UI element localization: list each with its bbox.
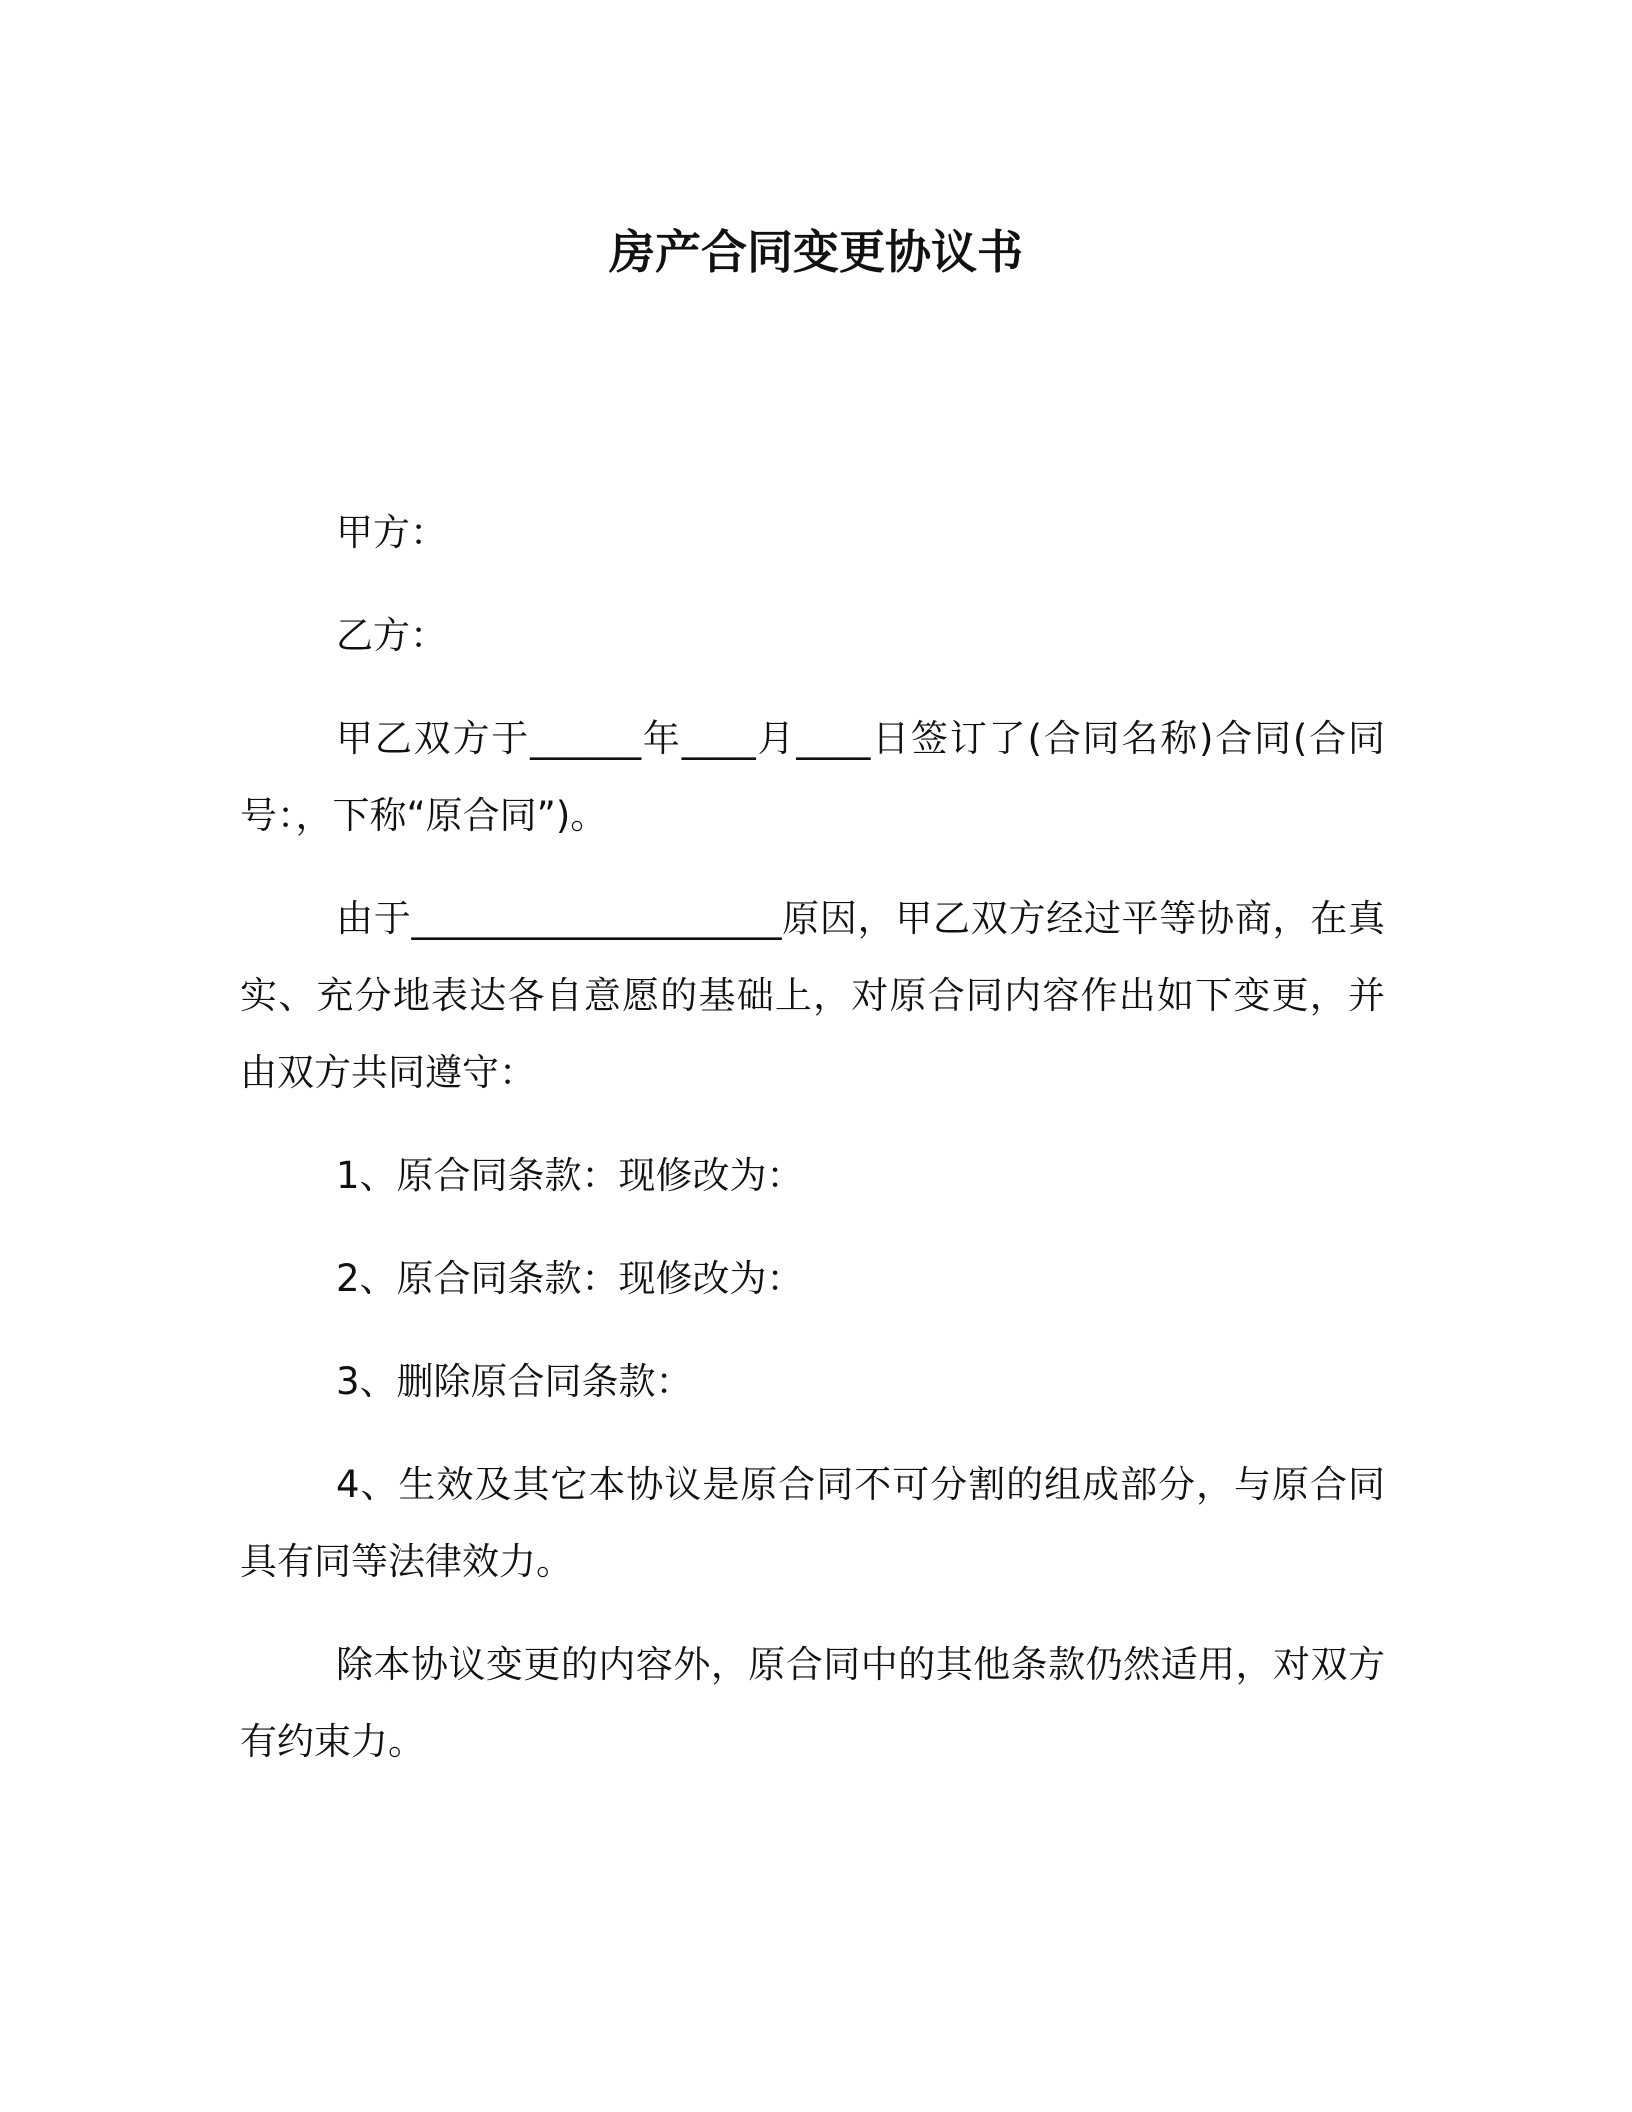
- clause-2: 2、原合同条款：现修改为：: [336, 1257, 804, 1300]
- closing-paragraph: 除本协议变更的内容外，原合同中的其他条款仍然适用，对双方有约束力。: [240, 1643, 1385, 1763]
- clause-3: 3、删除原合同条款：: [336, 1360, 693, 1403]
- party-a-line: 甲方：: [336, 511, 447, 554]
- clause-4: 4、生效及其它本协议是原合同不可分割的组成部分，与原合同具有同等法律效力。: [240, 1463, 1385, 1583]
- document-title: 房产合同变更协议书: [609, 225, 1023, 279]
- document-body: [240, 494, 1385, 1806]
- reason-paragraph: 由于____________________原因，甲乙双方经过平等协商，在真实、充分地表达各自意愿的基础上，对原合同内容作出如下变更，并由双方共同遵守：: [240, 897, 1385, 1094]
- signing-date-paragraph: 甲乙双方于______年____月____日签订了(合同名称)合同(合同号：，下称“原合同”)。: [240, 717, 1385, 837]
- clause-1: 1、原合同条款：现修改为：: [336, 1154, 804, 1197]
- party-b-line: 乙方：: [336, 614, 447, 657]
